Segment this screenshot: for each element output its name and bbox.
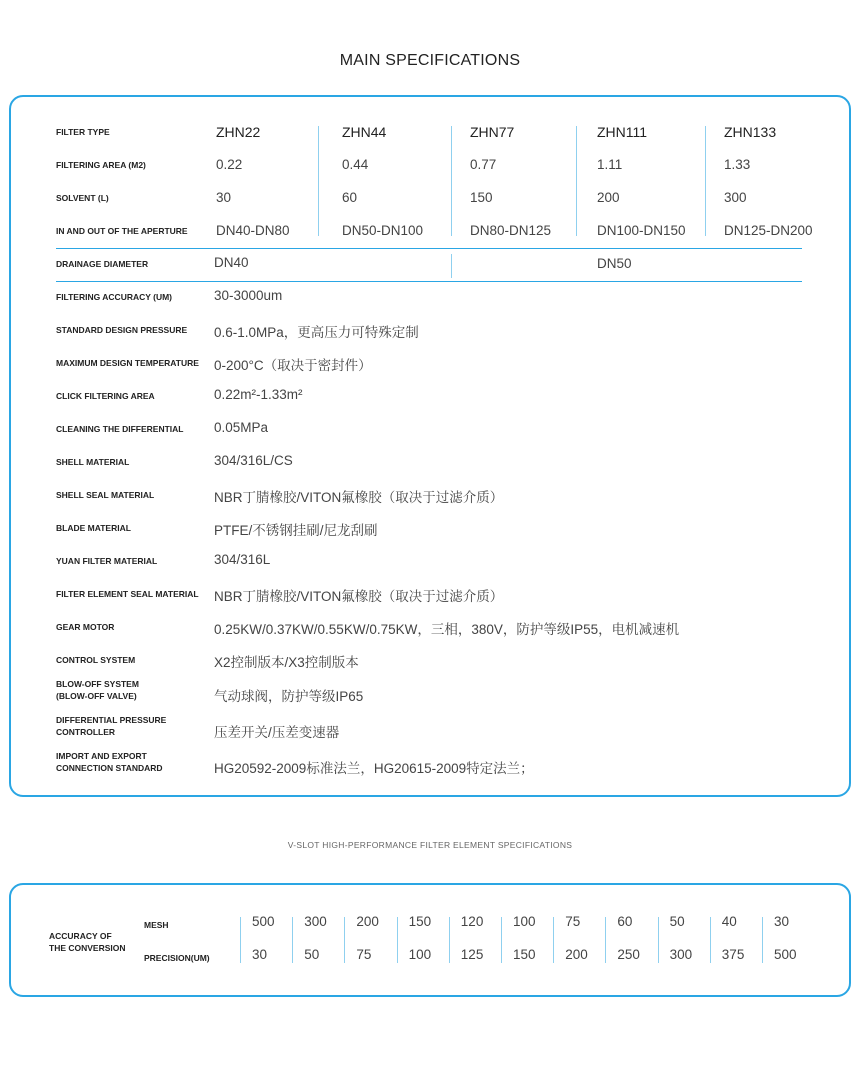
row-separator [56,248,802,249]
precision-value: 30 [252,947,268,962]
spec-value: 压差开关/压差变速器 [214,725,340,740]
spec-label: CLICK FILTERING AREA [56,391,155,401]
spec-value: 0-200°C（取决于密封件） [214,358,372,373]
spec-value: NBR丁腈橡胶/VITON氟橡胶（取决于过滤介质） [214,589,504,604]
accuracy-conversion-table [9,883,851,997]
drainage-value: DN50 [597,256,632,271]
mesh-value: 50 [669,914,685,929]
conversion-label-line: ACCURACY OF [49,931,112,941]
spec-label: IMPORT AND EXPORT [56,751,147,761]
column-divider [710,917,711,963]
model-name: ZHN44 [342,124,387,140]
precision-value: 125 [460,947,484,962]
mesh-value: 60 [617,914,633,929]
conversion-label [49,930,126,954]
page-title: MAIN SPECIFICATIONS [339,52,521,69]
precision-value: 300 [669,947,693,962]
solvent-value: 150 [470,190,493,205]
precision-value: 150 [513,947,536,962]
column-divider [451,126,452,236]
spec-value: 气动球阀，防护等级IP65 [214,689,364,704]
solvent-label: SOLVENT (L) [56,193,109,203]
precision-label: PRECISION(UM) [144,953,210,963]
aperture-label: IN AND OUT OF THE APERTURE [56,226,188,236]
filtering-area-value: 1.11 [597,157,623,172]
spec-label: (BLOW-OFF VALVE) [56,691,137,701]
model-name: ZHN111 [597,124,648,140]
filtering-area-value: 0.44 [342,157,369,172]
column-divider [705,126,706,236]
model-name: ZHN133 [724,124,777,140]
spec-label: FILTER ELEMENT SEAL MATERIAL [56,589,199,599]
spec-value: NBR丁腈橡胶/VITON氟橡胶（取决于过滤介质） [214,490,504,505]
precision-value: 50 [304,947,320,962]
solvent-value: 60 [342,190,358,205]
drainage-label: DRAINAGE DIAMETER [56,259,149,269]
mesh-value: 100 [513,914,536,929]
conversion-label-line: THE CONVERSION [49,943,126,953]
aperture-value: DN125-DN200 [724,223,813,238]
column-divider [292,917,293,963]
column-divider [318,126,319,236]
spec-value: 304/316L [214,552,271,567]
aperture-value: DN80-DN125 [470,223,552,238]
solvent-value: 200 [597,190,620,205]
spec-value: 30-3000um [214,288,283,303]
spec-value: 0.6-1.0MPa，更高压力可特殊定制 [214,325,419,340]
spec-value: 0.05MPa [214,420,269,435]
column-divider [658,917,659,963]
column-divider [576,126,577,236]
column-divider [397,917,398,963]
column-divider [344,917,345,963]
spec-label: STANDARD DESIGN PRESSURE [56,325,188,335]
spec-label: BLOW-OFF SYSTEM [56,679,139,689]
mesh-value: 120 [460,914,484,929]
spec-label: SHELL SEAL MATERIAL [56,490,155,500]
aperture-value: DN100-DN150 [597,223,686,238]
mesh-value: 40 [721,914,737,929]
model-name: ZHN77 [470,124,515,140]
precision-value: 75 [356,947,372,962]
spec-label: MAXIMUM DESIGN TEMPERATURE [56,358,199,368]
column-divider [501,917,502,963]
aperture-value: DN50-DN100 [342,223,424,238]
spec-label: BLADE MATERIAL [56,523,131,533]
column-divider [553,917,554,963]
filtering-area-value: 0.77 [470,157,497,172]
mesh-label: MESH [144,920,169,930]
precision-value: 500 [774,947,797,962]
precision-value: 100 [408,947,432,962]
spec-label: YUAN FILTER MATERIAL [56,556,158,566]
drainage-value: DN40 [214,255,249,270]
mesh-value: 75 [565,914,581,929]
column-divider [240,917,241,963]
column-divider [762,917,763,963]
mesh-value: 500 [252,914,275,929]
spec-label: FILTERING ACCURACY (UM) [56,292,172,302]
row-separator [56,281,802,282]
spec-label: SHELL MATERIAL [56,457,130,467]
filtering-area-value: 0.22 [216,157,243,172]
mesh-value: 150 [408,914,432,929]
model-name: ZHN22 [216,124,261,140]
precision-value: 375 [721,947,745,962]
mesh-value: 300 [304,914,327,929]
mesh-value: 200 [356,914,379,929]
spec-value: 304/316L/CS [214,453,293,468]
precision-value: 250 [617,947,640,962]
spec-value: 0.25KW/0.37KW/0.55KW/0.75KW，三相，380V，防护等级IP55，电机减速机 [214,622,680,637]
spec-value: X2控制版本/X3控制版本 [214,655,359,670]
spec-label: DIFFERENTIAL PRESSURE [56,715,167,725]
precision-value: 200 [565,947,588,962]
spec-label: CONTROL SYSTEM [56,655,136,665]
spec-value: 0.22m²-1.33m² [214,387,303,402]
column-divider [449,917,450,963]
filtering-area-value: 1.33 [724,157,751,172]
column-divider [605,917,606,963]
spec-label: GEAR MOTOR [56,622,115,632]
spec-label: CONNECTION STANDARD [56,763,163,773]
spec-value: HG20592-2009标准法兰，HG20615-2009特定法兰； [214,761,534,776]
aperture-value: DN40-DN80 [216,223,290,238]
filtering-area-label: FILTERING AREA (M2) [56,160,146,170]
filter-type-label: FILTER TYPE [56,127,110,137]
spec-value: PTFE/不锈钢挂刷/尼龙刮刷 [214,523,378,538]
solvent-value: 30 [216,190,232,205]
column-divider [451,254,452,278]
spec-label: CLEANING THE DIFFERENTIAL [56,424,184,434]
solvent-value: 300 [724,190,747,205]
spec-label: CONTROLLER [56,727,116,737]
mesh-value: 30 [774,914,790,929]
section-subtitle: V-SLOT HIGH-PERFORMANCE FILTER ELEMENT SPECIFICATIONS [287,840,573,850]
